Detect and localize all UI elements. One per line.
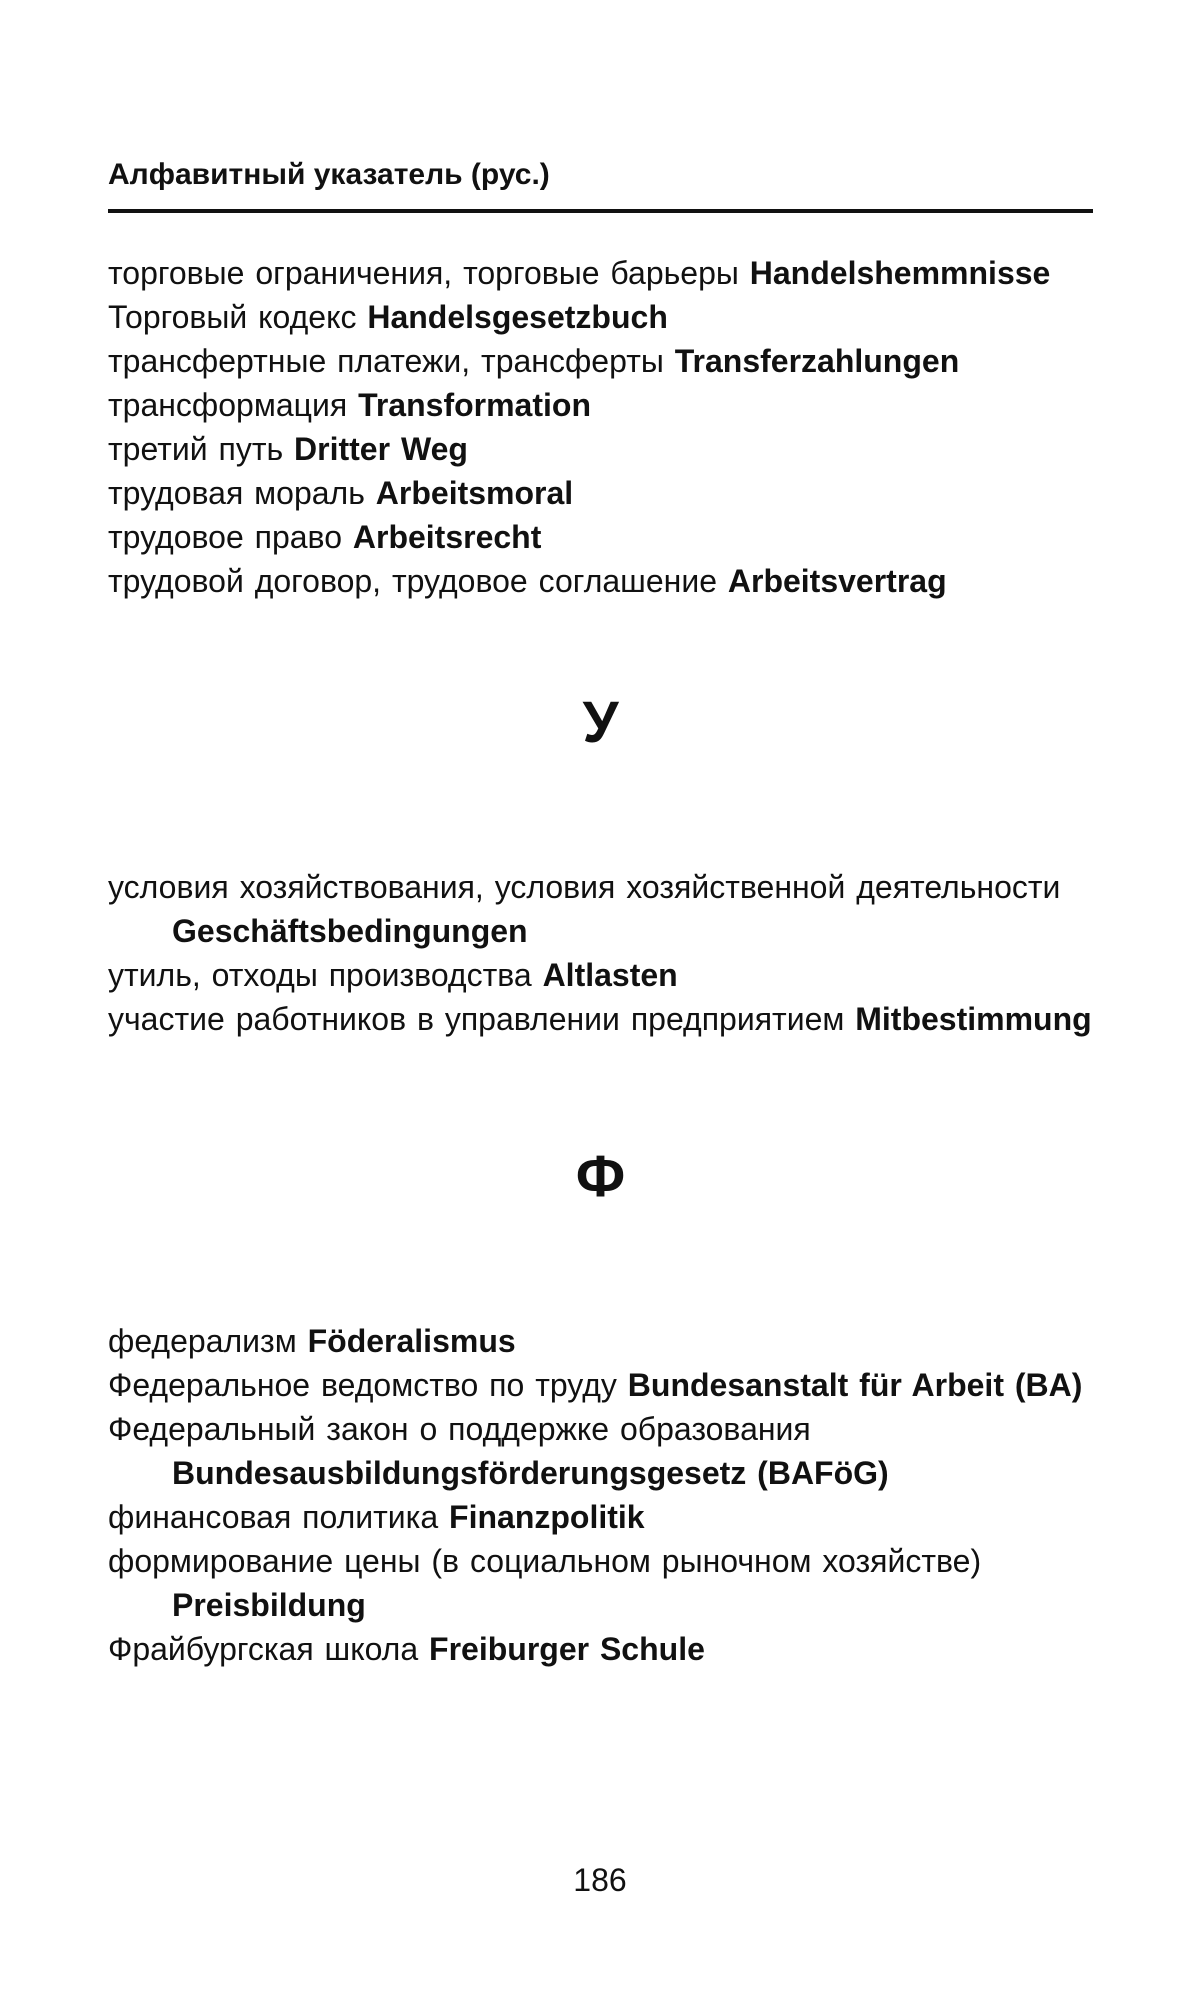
- entry-term-ru: формирование цены (в социальном рыночном хозяйстве): [108, 1543, 982, 1579]
- index-entry: [108, 1363, 1093, 1407]
- index-entry: [108, 865, 1093, 953]
- index-entry: [108, 1539, 1093, 1627]
- entry-term-ru: третий путь: [108, 431, 284, 467]
- index-page: [108, 155, 1093, 1671]
- index-section-t: [108, 251, 1093, 603]
- index-entry: [108, 997, 1093, 1041]
- entry-term-de: Preisbildung: [172, 1587, 366, 1623]
- entry-term-ru: трансформация: [108, 387, 348, 423]
- entry-term-de: Altlasten: [542, 957, 678, 993]
- entry-term-de: Mitbestimmung: [855, 1001, 1092, 1037]
- entry-term-ru: условия хозяйствования, условия хозяйственной деятельности: [108, 869, 1061, 905]
- running-head-title: Алфавитный указатель (рус.): [108, 155, 1093, 213]
- index-entry: [108, 339, 1093, 383]
- entry-term-de: Transferzahlungen: [674, 343, 960, 379]
- section-letter-heading: Ф: [575, 1144, 626, 1209]
- entry-term-de: Geschäftsbedingungen: [172, 913, 528, 949]
- entry-term-ru: Фрайбургская школа: [108, 1631, 419, 1667]
- index-entry: [108, 1627, 1093, 1671]
- index-entry: [108, 1319, 1093, 1363]
- entry-term-de: Föderalismus: [307, 1323, 516, 1359]
- entry-term-de: Dritter Weg: [294, 431, 468, 467]
- index-section-f: [108, 1319, 1093, 1671]
- entry-term-ru: трудовой договор, трудовое соглашение: [108, 563, 717, 599]
- entry-term-ru: трудовое право: [108, 519, 342, 555]
- index-entry: [108, 953, 1093, 997]
- entry-term-de: Finanzpolitik: [449, 1499, 645, 1535]
- index-entry: [108, 1407, 1093, 1495]
- section-letter-heading: У: [582, 690, 619, 755]
- entry-term-ru: федерализм: [108, 1323, 297, 1359]
- entry-term-de: Arbeitsvertrag: [727, 563, 947, 599]
- index-entry: [108, 427, 1093, 471]
- index-entry: [108, 295, 1093, 339]
- entry-term-ru: утиль, отходы производства: [108, 957, 532, 993]
- entry-term-ru: Федеральное ведомство по труду: [108, 1367, 617, 1403]
- entry-term-ru: Федеральный закон о поддержке образования: [108, 1411, 811, 1447]
- entry-term-de: Transformation: [358, 387, 591, 423]
- entry-term-de: Arbeitsrecht: [352, 519, 542, 555]
- index-entry: [108, 1495, 1093, 1539]
- index-entry: [108, 471, 1093, 515]
- entry-term-ru: трансфертные платежи, трансферты: [108, 343, 664, 379]
- entry-term-de: Handelsgesetzbuch: [367, 299, 668, 335]
- entry-term-ru: Торговый кодекс: [108, 299, 357, 335]
- entry-term-de: Bundesanstalt für Arbeit (BA): [627, 1367, 1083, 1403]
- entry-term-de: Arbeitsmoral: [375, 475, 574, 511]
- entry-term-de: Handelshemmnisse: [749, 255, 1051, 291]
- entry-term-ru: участие работников в управлении предприятием: [108, 1001, 845, 1037]
- index-entry: [108, 251, 1093, 295]
- entry-term-ru: трудовая мораль: [108, 475, 365, 511]
- index-entry: [108, 515, 1093, 559]
- entry-term-de: Freiburger Schule: [429, 1631, 705, 1667]
- index-entry: [108, 559, 1093, 603]
- entry-term-de: Bundesausbildungsförderungsgesetz (BAFöG): [172, 1455, 889, 1491]
- entry-term-ru: финансовая политика: [108, 1499, 439, 1535]
- index-entry: [108, 383, 1093, 427]
- entry-term-ru: торговые ограничения, торговые барьеры: [108, 255, 739, 291]
- page-number: 186: [573, 1862, 627, 1898]
- index-section-u: [108, 865, 1093, 1041]
